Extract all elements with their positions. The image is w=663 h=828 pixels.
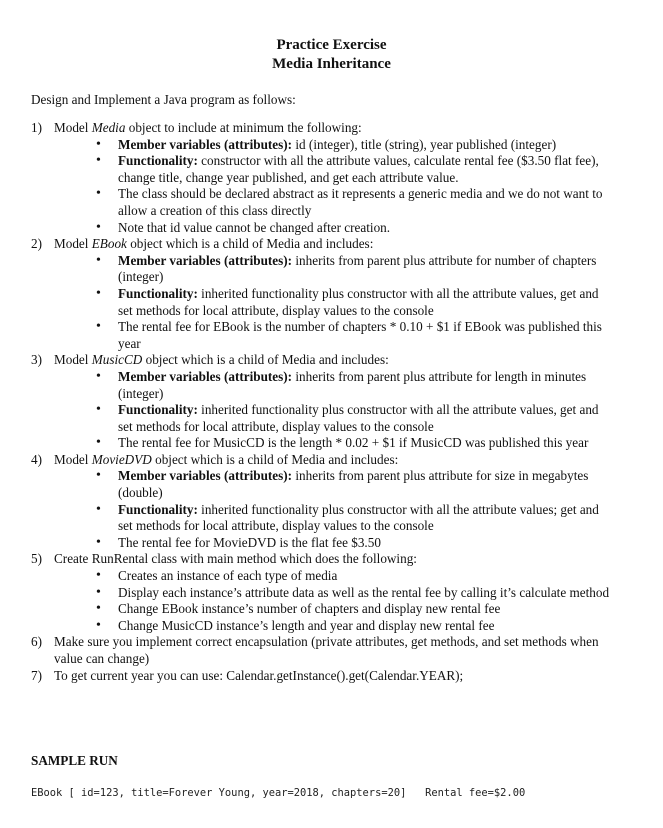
item-number: 1)	[31, 120, 42, 135]
bullet-list	[54, 137, 611, 237]
item-heading-text: object which is a child of Media and includes:	[151, 451, 399, 467]
item-number: 3)	[31, 352, 42, 368]
requirement-item	[31, 452, 611, 552]
requirements-list	[31, 120, 611, 684]
item-heading	[54, 120, 362, 135]
bullet-item	[96, 286, 611, 319]
bullet-item	[96, 402, 611, 435]
intro-text: Design and Implement a Java program as follows:	[31, 92, 296, 107]
sample-output: EBook [ id=123, title=Forever Young, year=2018, chapters=20] Rental fee=$2.00	[31, 787, 526, 799]
bullet-text: Note that id value cannot be changed after creation.	[118, 219, 391, 235]
item-class-name: Media	[91, 120, 126, 135]
item-heading-text: Model	[54, 451, 92, 467]
bullet-text: constructor with all the attribute values, calculate rental fee ($3.50 flat fee), change title, change year published, and get each attribute value.	[118, 153, 599, 185]
bullet-text: The rental fee for EBook is the number of chapters * 0.10 + $1 if EBook was published this year	[118, 319, 602, 351]
item-heading-text: Model	[54, 120, 92, 135]
bullet-text: The rental fee for MusicCD is the length * 0.02 + $1 if MusicCD was published this year	[118, 435, 589, 451]
bullet-text: inherits from parent plus attribute for length in minutes (integer)	[118, 368, 587, 401]
requirement-item	[31, 551, 611, 634]
item-heading	[54, 551, 417, 566]
bullet-item	[96, 319, 611, 352]
bullet-item	[96, 220, 611, 237]
document-title: Practice Exercise	[276, 37, 387, 53]
item-number: 5)	[31, 551, 42, 567]
bullet-label: Member variables (attributes):	[118, 252, 293, 268]
item-heading-text: Model	[54, 352, 92, 368]
item-heading-text: object to include at minimum the following:	[125, 120, 362, 135]
item-heading	[54, 668, 463, 683]
item-heading-text: Create RunRental class with main method which does the following:	[54, 551, 417, 567]
item-number: 7)	[31, 667, 42, 683]
bullet-text: id (integer), title (string), year published (integer)	[292, 136, 557, 152]
bullet-list	[54, 369, 611, 452]
bullet-text: inherits from parent plus attribute for number of chapters (integer)	[118, 252, 597, 285]
requirement-item	[31, 634, 611, 667]
item-heading-text: Model	[54, 236, 92, 252]
requirement-item	[31, 668, 611, 685]
bullet-label: Member variables (attributes):	[118, 136, 293, 152]
bullet-item	[96, 153, 611, 186]
bullet-text: inherits from parent plus attribute for size in megabytes (double)	[118, 468, 589, 501]
bullet-text: The rental fee for MovieDVD is the flat fee $3.50	[118, 534, 381, 550]
bullet-label: Functionality:	[118, 285, 198, 301]
item-class-name: MovieDVD	[91, 451, 152, 467]
bullet-label: Functionality:	[118, 153, 198, 169]
bullet-label: Member variables (attributes):	[118, 468, 293, 484]
requirement-item	[31, 352, 611, 452]
item-heading-text: object which is a child of Media and includes:	[142, 352, 389, 368]
bullet-label: Functionality:	[118, 402, 198, 418]
bullet-item	[96, 601, 611, 618]
bullet-text: Display each instance’s attribute data as well as the rental fee by calling it’s calculate method	[118, 584, 610, 600]
bullet-item	[96, 468, 611, 501]
bullet-text: inherited functionality plus constructor with all the attribute values, get and set methods for local attribute, display values to the console	[118, 285, 599, 318]
bullet-item	[96, 502, 611, 535]
bullet-list	[54, 253, 611, 353]
bullet-item	[96, 435, 611, 452]
item-heading-text: object which is a child of Media and includes:	[126, 236, 374, 252]
bullet-list	[54, 568, 611, 634]
bullet-text: The class should be declared abstract as it represents a generic media and we do not want to allow a creation of this class directly	[118, 186, 603, 218]
item-class-name: MusicCD	[91, 352, 143, 368]
bullet-text: inherited functionality plus constructor with all the attribute values, get and set methods for local attribute, display values to the console	[118, 402, 599, 434]
bullet-item	[96, 369, 611, 402]
item-number: 4)	[31, 451, 42, 467]
bullet-item	[96, 186, 611, 219]
bullet-list	[54, 468, 611, 551]
item-heading-text: Make sure you implement correct encapsulation (private attributes, get methods, and set methods when value can change)	[54, 634, 599, 666]
bullet-text: Change EBook instance’s number of chapters and display new rental fee	[118, 601, 501, 617]
item-heading	[54, 452, 398, 467]
item-heading	[54, 634, 599, 666]
sample-run-heading: SAMPLE RUN	[31, 753, 118, 768]
document-subtitle: Media Inheritance	[272, 56, 391, 72]
bullet-item	[96, 253, 611, 286]
item-number: 2)	[31, 236, 42, 252]
item-class-name: EBook	[91, 236, 127, 252]
bullet-label: Member variables (attributes):	[118, 368, 293, 384]
bullet-item	[96, 535, 611, 552]
bullet-item	[96, 568, 611, 585]
item-heading-text: To get current year you can use: Calendar.getInstance().get(Calendar.YEAR);	[54, 667, 464, 683]
bullet-item	[96, 137, 611, 154]
requirement-item	[31, 120, 611, 236]
bullet-item	[96, 585, 611, 602]
bullet-item	[96, 618, 611, 635]
bullet-text: inherited functionality plus constructor with all the attribute values; get and set methods for local attribute, display values to the console	[118, 501, 599, 534]
requirement-item	[31, 236, 611, 352]
item-heading	[54, 352, 389, 367]
item-heading	[54, 236, 373, 251]
bullet-text: Change MusicCD instance’s length and year and display new rental fee	[118, 617, 495, 633]
bullet-label: Functionality:	[118, 501, 198, 517]
item-number: 6)	[31, 634, 42, 650]
bullet-text: Creates an instance of each type of media	[118, 568, 338, 584]
